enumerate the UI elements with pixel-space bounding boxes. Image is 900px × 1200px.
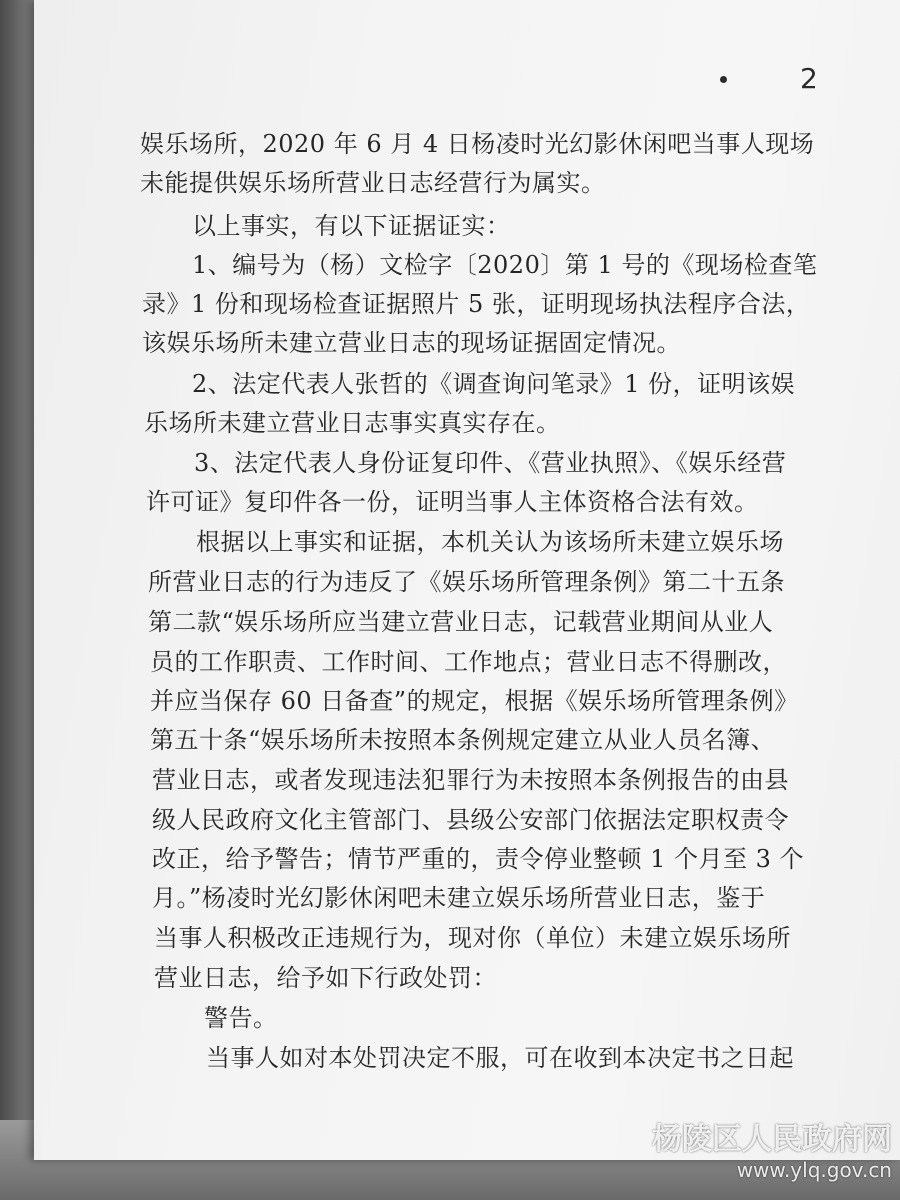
- text-line: 根据以上事实和证据，本机关认为该场所未建立娱乐场: [196, 528, 784, 556]
- text-line: 改正，给予警告；情节严重的，责令停业整顿 1 个月至 3 个: [152, 845, 805, 873]
- text-line: 2、法定代表人张哲的《调查询问笔录》1 份，证明该娱: [192, 370, 796, 398]
- text-line: 录》1 份和现场检查证据照片 5 张，证明现场执法程序合法，: [142, 290, 811, 318]
- text-line: 警告。: [204, 1004, 278, 1032]
- text-line: 第五十条“娱乐场所未按照本条例规定建立从业人员名簿、: [150, 726, 776, 754]
- text-line: 月。”杨凌时光幻影休闲吧未建立娱乐场所营业日志，鉴于: [152, 884, 766, 912]
- text-line: 级人民政府文化主管部门、县级公安部门依据法定职权责令: [152, 806, 789, 834]
- text-line: 所营业日志的行为违反了《娱乐场所管理条例》第二十五条: [148, 568, 785, 596]
- text-line: 并应当保存 60 日备查”的规定，根据《娱乐场所管理条例》: [150, 687, 799, 715]
- watermark-title: 杨陵区人民政府网: [652, 1122, 892, 1157]
- text-line: 当事人积极改正违规行为，现对你（单位）未建立娱乐场所: [154, 924, 791, 952]
- text-line: 第二款“娱乐场所应当建立营业日志，记载营业期间从业人: [148, 608, 774, 636]
- text-line: 员的工作职责、工作时间、工作地点；营业日志不得删改，: [150, 648, 787, 676]
- text-line: 当事人如对本处罚决定不服，可在收到本决定书之日起: [206, 1044, 794, 1072]
- watermark-url: www.ylq.gov.cn: [736, 1158, 892, 1182]
- text-line: 1、编号为（杨）文检字〔2020〕第 1 号的《现场检查笔: [192, 251, 818, 279]
- text-line: 许可证》复印件各一份，证明当事人主体资格合法有效。: [146, 488, 759, 516]
- text-line: 营业日志，或者发现违法犯罪行为未按照本条例报告的由县: [152, 766, 789, 794]
- text-line: 营业日志，给予如下行政处罚：: [154, 964, 497, 992]
- watermark: [652, 1122, 892, 1182]
- text-line: 未能提供娱乐场所营业日志经营行为属实。: [140, 169, 606, 197]
- text-line: 3、法定代表人身份证复印件、《营业执照》、《娱乐经营: [194, 449, 787, 477]
- text-line: 乐场所未建立营业日志事实真实存在。: [144, 409, 561, 437]
- page-dot: [720, 76, 727, 83]
- page-number: 2: [800, 62, 818, 95]
- text-line: 该娱乐场所未建立营业日志的现场证据固定情况。: [142, 329, 681, 357]
- text-line: 娱乐场所，2020 年 6 月 4 日杨凌时光幻影休闲吧当事人现场: [140, 130, 815, 158]
- text-line: 以上事实，有以下证据证实：: [192, 212, 511, 240]
